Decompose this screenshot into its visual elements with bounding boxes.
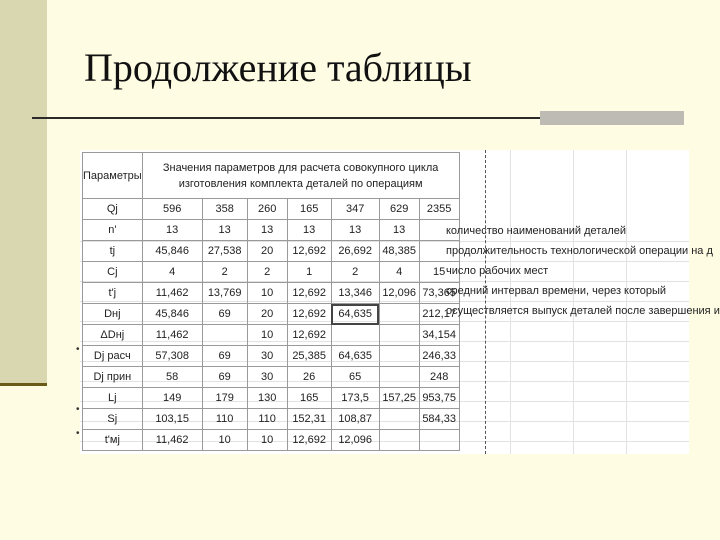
value-cell[interactable]: 10 [247, 430, 287, 451]
value-cell[interactable]: 26,692 [331, 241, 379, 262]
value-cell[interactable]: 69 [202, 304, 247, 325]
value-cell[interactable]: 347 [331, 199, 379, 220]
value-cell[interactable]: 149 [142, 388, 202, 409]
note-tj[interactable]: продолжительность технологической операции на д [446, 245, 713, 257]
value-cell[interactable]: 20 [247, 241, 287, 262]
note-dnj[interactable]: осуществляется выпуск деталей после завершения и [446, 305, 720, 317]
value-cell[interactable]: 12,692 [287, 241, 331, 262]
value-cell[interactable]: 165 [287, 199, 331, 220]
param-name[interactable]: ΔDнj [83, 325, 143, 346]
param-name[interactable]: Dj прин [83, 367, 143, 388]
value-cell[interactable] [379, 346, 419, 367]
table-header-row [83, 153, 460, 199]
value-cell[interactable]: 45,846 [142, 304, 202, 325]
left-decor-bar [0, 0, 47, 383]
value-cell[interactable]: 25,385 [287, 346, 331, 367]
value-cell[interactable]: 34,154 [419, 325, 459, 346]
value-cell[interactable]: 13 [331, 220, 379, 241]
value-cell[interactable]: 130 [247, 388, 287, 409]
value-cell[interactable] [331, 325, 379, 346]
value-cell[interactable]: 4 [142, 262, 202, 283]
note-qj[interactable]: количество наименований деталей [446, 225, 627, 237]
value-cell[interactable]: 110 [247, 409, 287, 430]
param-name[interactable]: Sj [83, 409, 143, 430]
value-cell[interactable]: 179 [202, 388, 247, 409]
value-cell[interactable]: 596 [142, 199, 202, 220]
cell-marker: • [76, 404, 80, 415]
param-name[interactable]: t'мj [83, 430, 143, 451]
value-cell[interactable]: 27,538 [202, 241, 247, 262]
value-cell[interactable]: 65 [331, 367, 379, 388]
value-cell[interactable]: 10 [247, 325, 287, 346]
value-cell[interactable]: 26 [287, 367, 331, 388]
value-cell[interactable]: 10 [247, 283, 287, 304]
param-column-header: Параметры [83, 153, 143, 199]
value-cell[interactable]: 629 [379, 199, 419, 220]
value-cell[interactable]: 64,635 [331, 346, 379, 367]
value-cell[interactable] [379, 304, 419, 325]
param-name[interactable]: Dнj [83, 304, 143, 325]
param-name[interactable]: n' [83, 220, 143, 241]
value-cell[interactable]: 152,31 [287, 409, 331, 430]
value-cell[interactable]: 12,692 [287, 304, 331, 325]
param-name[interactable]: Qj [83, 199, 143, 220]
value-cell[interactable]: 12,096 [379, 283, 419, 304]
param-name[interactable]: t'j [83, 283, 143, 304]
table-row [83, 388, 460, 409]
value-cell[interactable]: 69 [202, 346, 247, 367]
value-cell[interactable] [202, 325, 247, 346]
table-row [83, 367, 460, 388]
table-row [83, 283, 460, 304]
value-cell[interactable]: 584,33 [419, 409, 459, 430]
value-cell[interactable]: 13 [202, 220, 247, 241]
table-row [83, 346, 460, 367]
table-row [83, 241, 460, 262]
value-cell[interactable]: 2355 [419, 199, 459, 220]
value-cell[interactable]: 108,87 [331, 409, 379, 430]
value-cell[interactable]: 246,33 [419, 346, 459, 367]
value-cell[interactable]: 165 [287, 388, 331, 409]
value-cell[interactable]: 13 [287, 220, 331, 241]
value-cell[interactable]: 30 [247, 367, 287, 388]
value-cell[interactable]: 2 [202, 262, 247, 283]
value-cell[interactable]: 260 [247, 199, 287, 220]
slide-title: Продолжение таблицы [84, 45, 472, 90]
title-underline [32, 117, 540, 119]
value-cell[interactable]: 73,365 [419, 283, 459, 304]
value-cell[interactable]: 12,692 [287, 283, 331, 304]
param-name[interactable]: Cj [83, 262, 143, 283]
value-cell[interactable]: 69 [202, 367, 247, 388]
value-cell[interactable]: 1 [287, 262, 331, 283]
note-cj[interactable]: число рабочих мест [446, 265, 549, 277]
cell-marker: • [76, 428, 80, 439]
value-cell[interactable]: 157,25 [379, 388, 419, 409]
value-cell[interactable]: 110 [202, 409, 247, 430]
value-cell[interactable]: 13,769 [202, 283, 247, 304]
value-cell[interactable]: 30 [247, 346, 287, 367]
value-cell[interactable]: 15 [419, 262, 459, 283]
title-accent-bar [540, 111, 684, 125]
table-row [83, 220, 460, 241]
table-row [83, 199, 460, 220]
selected-cell[interactable]: 64,635 [331, 304, 379, 325]
left-decor-line [0, 383, 47, 386]
value-cell[interactable]: 12,096 [331, 430, 379, 451]
row-notes [446, 221, 720, 321]
value-cell[interactable]: 953,75 [419, 388, 459, 409]
value-cell[interactable] [379, 430, 419, 451]
value-cell[interactable]: 173,5 [331, 388, 379, 409]
param-name[interactable]: tj [83, 241, 143, 262]
value-cell[interactable]: 11,462 [142, 430, 202, 451]
value-cell[interactable]: 4 [379, 262, 419, 283]
param-name[interactable]: Dj расч [83, 346, 143, 367]
value-cell[interactable]: 358 [202, 199, 247, 220]
value-cell[interactable]: 11,462 [142, 325, 202, 346]
note-tj-interval[interactable]: средний интервал времени, через который [446, 285, 667, 297]
value-cell[interactable]: 2 [331, 262, 379, 283]
value-cell[interactable]: 103,15 [142, 409, 202, 430]
value-cell[interactable]: 13 [379, 220, 419, 241]
value-cell[interactable] [379, 409, 419, 430]
value-cell[interactable] [419, 430, 459, 451]
values-column-header: Значения параметров для расчета совокупного цикла изготовления комплекта деталей по операциям [142, 153, 459, 199]
value-cell[interactable]: 45,846 [142, 241, 202, 262]
value-cell[interactable]: 13,346 [331, 283, 379, 304]
table-row [83, 409, 460, 430]
table-row [83, 304, 460, 325]
value-cell[interactable]: 58 [142, 367, 202, 388]
value-cell[interactable]: 12,692 [287, 325, 331, 346]
value-cell[interactable]: 12,692 [287, 430, 331, 451]
table-row [83, 262, 460, 283]
value-cell[interactable]: 13 [142, 220, 202, 241]
value-cell[interactable]: 13 [247, 220, 287, 241]
table-row [83, 430, 460, 451]
cell-marker: • [76, 344, 80, 355]
value-cell[interactable]: 212,17 [419, 304, 459, 325]
spreadsheet-area [80, 150, 720, 454]
value-cell[interactable]: 10 [202, 430, 247, 451]
value-cell[interactable]: 2 [247, 262, 287, 283]
value-cell[interactable]: 248 [419, 367, 459, 388]
value-cell[interactable] [379, 367, 419, 388]
value-cell[interactable]: 20 [247, 304, 287, 325]
param-name[interactable]: Lj [83, 388, 143, 409]
value-cell[interactable]: 57,308 [142, 346, 202, 367]
value-cell[interactable]: 48,385 [379, 241, 419, 262]
table-row [83, 325, 460, 346]
value-cell[interactable]: 11,462 [142, 283, 202, 304]
value-cell[interactable] [379, 325, 419, 346]
parameters-table [82, 152, 460, 451]
